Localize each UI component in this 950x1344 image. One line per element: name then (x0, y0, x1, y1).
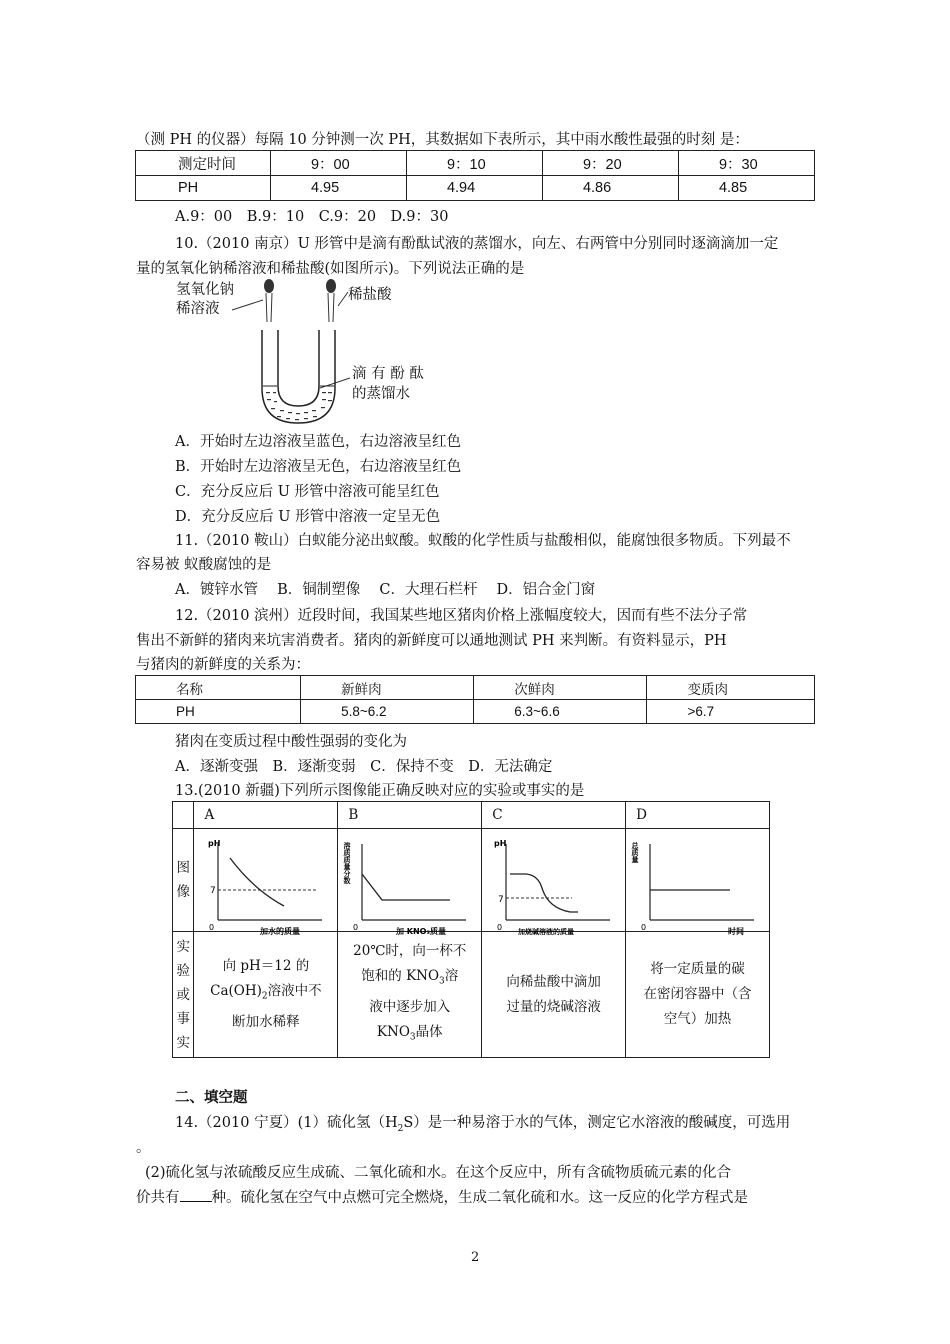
q9-ph-table (135, 150, 815, 201)
q11-stem-1: 11.（2010 鞍山）白蚁能分泌出蚁酸。蚁酸的化学性质与盐酸相似，能腐蚀很多物质。下列最不 (175, 533, 791, 549)
fact-a-line (194, 979, 337, 1010)
u-tube-drawing (170, 278, 430, 426)
graph-b-zero: 0 (353, 923, 359, 932)
fig-label-naoh: 氢氧化钠 (176, 282, 234, 298)
fact-b-subscript: 3 (439, 976, 445, 987)
fact-b-line: 20℃时，向一杯不 (353, 942, 467, 959)
row-label-graph-text: 图像 (176, 859, 190, 900)
table-cell: 5.8~6.2 (301, 700, 474, 724)
table-row (136, 176, 815, 201)
graph-c-cell (482, 829, 626, 936)
u-tube-figure (170, 278, 430, 426)
fact-a-subscript: 2 (261, 991, 268, 1002)
section-title: 二、填空题 (175, 1089, 248, 1106)
column-label-c: C (482, 802, 626, 829)
q14-part1-sub: 2 (397, 1123, 404, 1134)
fact-b-line: 液中逐步加入 (369, 998, 451, 1015)
fig-label-hcl: 稀盐酸 (348, 287, 392, 303)
graph-a-xlabel: 加水的质量 (260, 927, 301, 936)
q13-stem: 13.(2010 新疆)下列所示图像能正确反映对应的实验或事实的是 (175, 783, 585, 799)
graph-d-cell (626, 829, 770, 936)
fact-b-text: 溶 (444, 967, 459, 984)
fact-b-formula-2: KNO (376, 1023, 410, 1040)
fig-label-water: 滴 有 酚 酞 (352, 366, 424, 382)
q12-freshness-table (135, 675, 815, 724)
q12-options: A．逐渐变强 B．逐渐变弱 C．保持不变 D．无法确定 (175, 759, 553, 775)
fact-c-line: 过量的烧碱溶液 (506, 998, 601, 1015)
fact-b-line (338, 964, 481, 995)
table-cell: >6.7 (647, 700, 815, 724)
graph-b-xlabel: 加 KNO₃质量 (396, 927, 447, 936)
column-label-b: B (338, 802, 482, 829)
graph-b-cell (338, 829, 482, 936)
graph-c-tick7: 7 (498, 895, 504, 905)
table-cell: 变质肉 (647, 676, 815, 700)
q12-after: 猪肉在变质过程中酸性强弱的变化为 (175, 734, 407, 750)
table-row (173, 932, 770, 1058)
column-label-d: D (626, 802, 770, 829)
q14-part1 (175, 1111, 790, 1134)
table-cell: 测定时间 (136, 151, 271, 176)
graph-c-xlabel: 加烧碱溶液的质量 (518, 928, 575, 936)
table-cell: 次鲜肉 (474, 676, 647, 700)
q14-part1-a: 14.（2010 宁夏）(1）硫化氢（H (175, 1115, 398, 1131)
graph-b (338, 830, 478, 936)
table-cell: 4.95 (270, 176, 406, 201)
column-label-a: A (194, 802, 338, 829)
q14-part2-c-text: 种。硫化氢在空气中点燃可完全燃烧，生成二氧化硫和水。这一反应的化学方程式是 (211, 1190, 748, 1206)
table-row (173, 802, 770, 829)
table-cell: 新鲜肉 (301, 676, 474, 700)
table-cell: 4.94 (406, 176, 542, 201)
q11-options: A．镀锌水管 B．铜制塑像 C．大理石栏杆 D．铝合金门窗 (175, 582, 596, 598)
fact-b-line (338, 1020, 481, 1051)
fact-d-line: 将一定质量的碳 (650, 961, 745, 977)
fact-b-text-2: 晶体 (415, 1023, 443, 1040)
table-cell: 名称 (136, 676, 301, 700)
answer-blank[interactable] (180, 1188, 212, 1202)
fact-d (626, 932, 770, 1058)
table-cell: 9：30 (678, 151, 814, 176)
fact-a-formula: Ca(OH) (210, 983, 262, 1000)
fact-c (482, 932, 626, 1058)
fig-label-water-2: 的蒸馏水 (352, 386, 410, 402)
q14-part2-b (136, 1186, 748, 1207)
table-cell: 6.3~6.6 (474, 700, 647, 724)
q12-stem-3: 与猪肉的新鲜度的关系为： (136, 657, 310, 673)
fact-a (194, 932, 338, 1058)
graph-b-ylabel: 溶质质量分数 (343, 842, 352, 884)
graph-d (626, 830, 766, 936)
graph-b-curve (362, 874, 450, 900)
graph-d-ylabel: 总质量 (631, 842, 640, 863)
fact-b-subscript-2: 3 (409, 1032, 416, 1043)
table-cell: 4.86 (542, 176, 678, 201)
q10-option-b: B．开始时左边溶液呈无色，右边溶液呈红色 (175, 459, 462, 475)
graph-a-ylabel: pH (208, 839, 221, 848)
dropper-bulb-right (326, 279, 336, 293)
q10-stem-2: 量的氢氧化钠稀溶液和稀盐酸(如图所示)。下列说法正确的是 (136, 261, 525, 277)
q14-part2-b-text: 价共有 (136, 1190, 180, 1206)
graph-c-ylabel: pH (494, 839, 507, 848)
graph-a-cell (194, 829, 338, 936)
q12-stem-1: 12.（2010 滨州）近段时间，我国某些地区猪肉价格上涨幅度较大，因而有些不法分子常 (175, 608, 748, 624)
row-label-graph (173, 829, 194, 932)
q9-options: A.9：00 B.9：10 C.9：20 D.9：30 (175, 209, 449, 225)
fact-a-line: 断加水稀释 (232, 1013, 300, 1030)
q10-option-c: C．充分反应后 U 形管中溶液可能呈红色 (175, 484, 440, 500)
q10-option-d: D．充分反应后 U 形管中溶液一定呈无色 (175, 509, 441, 525)
fact-a-line: 向 pH＝12 的 (222, 958, 310, 975)
graph-a-tick7: 7 (210, 886, 217, 896)
table-row (173, 829, 770, 932)
fact-b-formula: 饱和的 KNO (361, 967, 440, 984)
graph-a (194, 830, 334, 936)
q12-stem-2: 售出不新鲜的猪肉来坑害消费者。猪肉的新鲜度可以通地测试 PH 来判断。有资料显示，PH (136, 633, 727, 649)
table-cell: PH (136, 700, 301, 724)
q10-option-a: A．开始时左边溶液呈蓝色，右边溶液呈红色 (175, 434, 461, 450)
row-label-fact (173, 932, 194, 1058)
graph-a-curve (230, 858, 284, 906)
fact-c-line: 向稀盐酸中滴加 (506, 973, 601, 990)
table-row (136, 676, 815, 700)
table-cell: 4.85 (678, 176, 814, 201)
fact-d-line: 在密闭容器中（含 (643, 986, 752, 1002)
q14-part2-a: (2)硫化氢与浓硫酸反应生成硫、二氧化硫和水。在这个反应中，所有含硫物质硫元素的化合 (145, 1165, 732, 1181)
table-cell: 9：20 (542, 151, 678, 176)
table-row (136, 151, 815, 176)
fig-label-naoh-2: 稀溶液 (176, 301, 220, 317)
q9-intro: （测 PH 的仪器）每隔 10 分钟测一次 PH，其数据如下表所示，其中雨水酸性最强的时刻 是： (136, 132, 749, 148)
dropper-bulb-left (264, 279, 274, 293)
q11-stem-2: 容易被 蚁酸腐蚀的是 (136, 557, 272, 573)
row-label-fact-text: 实验或事实 (176, 938, 190, 1051)
page-number: 2 (471, 1250, 480, 1265)
fact-a-text: 溶液中不 (267, 983, 322, 1000)
q10-stem-1: 10.（2010 南京）U 形管中是滴有酚酞试液的蒸馏水，向左、右两管中分别同时逐滴滴加一定 (175, 236, 779, 252)
q13-graph-table (172, 801, 770, 1058)
q14-part1-b: S）是一种易溶于水的气体，测定它水溶液的酸碱度，可选用 (403, 1115, 791, 1131)
graph-d-zero: 0 (641, 923, 647, 932)
graph-a-zero: 0 (209, 923, 215, 932)
graph-d-xlabel: 时间 (728, 927, 745, 936)
fact-d-line: 空气）加热 (663, 1011, 732, 1027)
graph-c-curve (510, 874, 578, 912)
table-cell: PH (136, 176, 271, 201)
table-cell: 9：00 (270, 151, 406, 176)
table-cell: 9：10 (406, 151, 542, 176)
graph-c (482, 830, 622, 936)
table-row (136, 700, 815, 724)
graph-c-zero: 0 (497, 923, 503, 932)
q14-part1-end: 。 (136, 1140, 151, 1156)
fact-b (338, 932, 482, 1058)
